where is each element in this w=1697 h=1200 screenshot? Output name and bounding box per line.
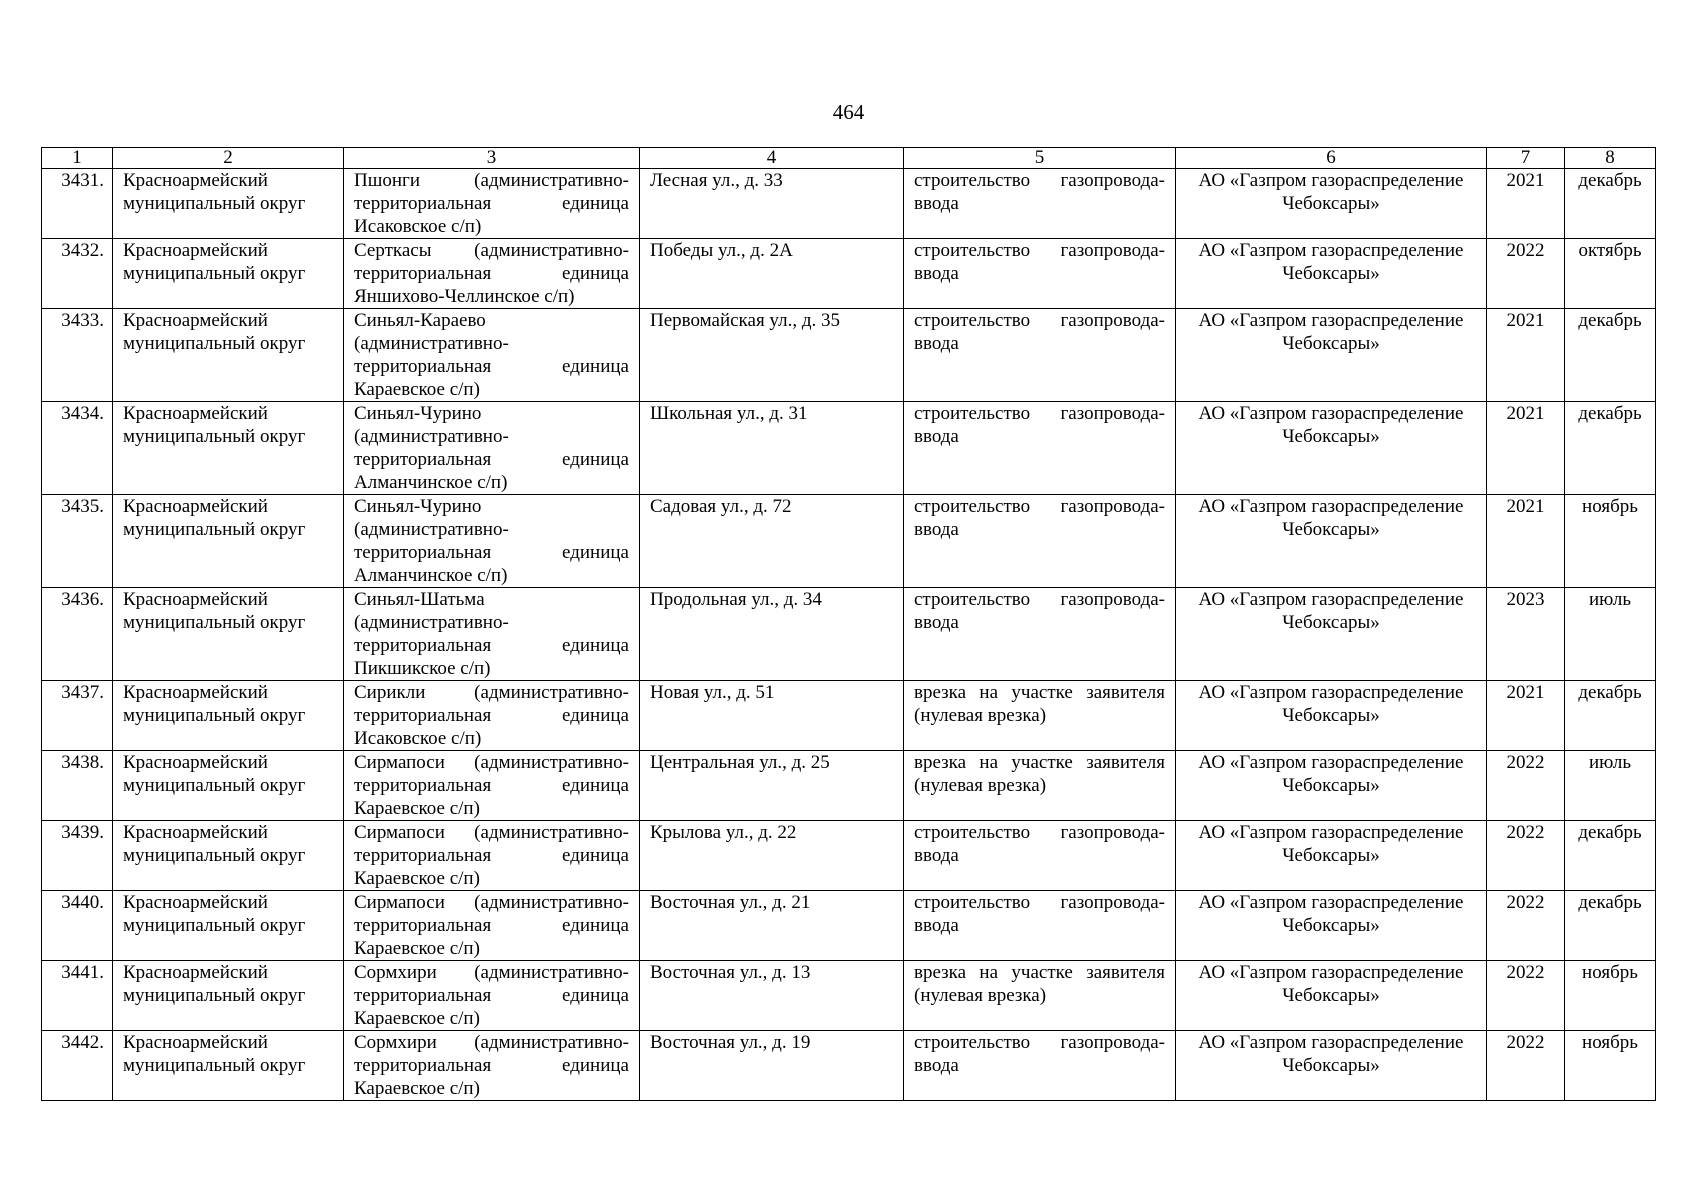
table-row bbox=[42, 891, 1656, 961]
address-cell: Первомайская ул., д. 35 bbox=[640, 309, 904, 402]
column-header: 7 bbox=[1487, 148, 1565, 169]
row-number-cell: 3434. bbox=[42, 402, 113, 495]
column-header: 1 bbox=[42, 148, 113, 169]
work-type-cell: строительство газопровода-ввода bbox=[904, 169, 1176, 239]
row-number-cell: 3435. bbox=[42, 495, 113, 588]
work-type-cell: строительство газопровода-ввода bbox=[904, 402, 1176, 495]
table-header-row bbox=[42, 148, 1656, 169]
column-header: 4 bbox=[640, 148, 904, 169]
row-number-cell: 3431. bbox=[42, 169, 113, 239]
work-type-cell: строительство газопровода-ввода bbox=[904, 495, 1176, 588]
year-cell: 2021 bbox=[1487, 495, 1565, 588]
settlement-cell: Сирикли (административно-территориальная единица Исаковское с/п) bbox=[344, 681, 640, 751]
month-cell: декабрь bbox=[1565, 169, 1656, 239]
year-cell: 2021 bbox=[1487, 309, 1565, 402]
organization-cell: АО «Газпром газораспределение Чебоксары» bbox=[1176, 961, 1487, 1031]
table-row bbox=[42, 1031, 1656, 1101]
month-cell: октябрь bbox=[1565, 239, 1656, 309]
organization-cell: АО «Газпром газораспределение Чебоксары» bbox=[1176, 169, 1487, 239]
month-cell: декабрь bbox=[1565, 309, 1656, 402]
address-cell: Продольная ул., д. 34 bbox=[640, 588, 904, 681]
address-cell: Школьная ул., д. 31 bbox=[640, 402, 904, 495]
table-row bbox=[42, 821, 1656, 891]
month-cell: декабрь bbox=[1565, 681, 1656, 751]
settlement-cell: Сирмапоси (административно-территориальная единица Караевское с/п) bbox=[344, 821, 640, 891]
district-cell: Красноармейский муниципальный округ bbox=[113, 588, 344, 681]
district-cell: Красноармейский муниципальный округ bbox=[113, 751, 344, 821]
work-type-cell: строительство газопровода-ввода bbox=[904, 588, 1176, 681]
month-cell: ноябрь bbox=[1565, 495, 1656, 588]
table-row bbox=[42, 751, 1656, 821]
organization-cell: АО «Газпром газораспределение Чебоксары» bbox=[1176, 588, 1487, 681]
month-cell: декабрь bbox=[1565, 821, 1656, 891]
work-type-cell: строительство газопровода-ввода bbox=[904, 239, 1176, 309]
row-number-cell: 3433. bbox=[42, 309, 113, 402]
settlement-cell: Синьял-Караево (административно-территориальная единица Караевское с/п) bbox=[344, 309, 640, 402]
page-number: 464 bbox=[832, 100, 865, 124]
month-cell: июль bbox=[1565, 751, 1656, 821]
work-type-cell: строительство газопровода-ввода bbox=[904, 891, 1176, 961]
year-cell: 2022 bbox=[1487, 821, 1565, 891]
settlement-cell: Сормхири (административно-территориальная единица Караевское с/п) bbox=[344, 1031, 640, 1101]
year-cell: 2022 bbox=[1487, 891, 1565, 961]
column-header: 5 bbox=[904, 148, 1176, 169]
organization-cell: АО «Газпром газораспределение Чебоксары» bbox=[1176, 1031, 1487, 1101]
work-type-cell: врезка на участке заявителя (нулевая врезка) bbox=[904, 961, 1176, 1031]
year-cell: 2022 bbox=[1487, 239, 1565, 309]
settlement-cell: Синьял-Шатьма (административно-территориальная единица Пикшикское с/п) bbox=[344, 588, 640, 681]
organization-cell: АО «Газпром газораспределение Чебоксары» bbox=[1176, 402, 1487, 495]
district-cell: Красноармейский муниципальный округ bbox=[113, 495, 344, 588]
month-cell: ноябрь bbox=[1565, 961, 1656, 1031]
gasification-schedule-table bbox=[41, 147, 1656, 1101]
district-cell: Красноармейский муниципальный округ bbox=[113, 169, 344, 239]
row-number-cell: 3440. bbox=[42, 891, 113, 961]
column-header: 3 bbox=[344, 148, 640, 169]
table-row bbox=[42, 402, 1656, 495]
organization-cell: АО «Газпром газораспределение Чебоксары» bbox=[1176, 495, 1487, 588]
work-type-cell: строительство газопровода-ввода bbox=[904, 309, 1176, 402]
district-cell: Красноармейский муниципальный округ bbox=[113, 681, 344, 751]
row-number-cell: 3437. bbox=[42, 681, 113, 751]
table-row bbox=[42, 309, 1656, 402]
row-number-cell: 3439. bbox=[42, 821, 113, 891]
address-cell: Восточная ул., д. 19 bbox=[640, 1031, 904, 1101]
district-cell: Красноармейский муниципальный округ bbox=[113, 961, 344, 1031]
month-cell: июль bbox=[1565, 588, 1656, 681]
work-type-cell: строительство газопровода-ввода bbox=[904, 821, 1176, 891]
year-cell: 2021 bbox=[1487, 681, 1565, 751]
row-number-cell: 3442. bbox=[42, 1031, 113, 1101]
settlement-cell: Сирмапоси (административно-территориальная единица Караевское с/п) bbox=[344, 891, 640, 961]
district-cell: Красноармейский муниципальный округ bbox=[113, 402, 344, 495]
address-cell: Новая ул., д. 51 bbox=[640, 681, 904, 751]
month-cell: декабрь bbox=[1565, 891, 1656, 961]
settlement-cell: Серткасы (административно-территориальная единица Яншихово-Челлинское с/п) bbox=[344, 239, 640, 309]
settlement-cell: Пшонги (административно-территориальная единица Исаковское с/п) bbox=[344, 169, 640, 239]
district-cell: Красноармейский муниципальный округ bbox=[113, 239, 344, 309]
district-cell: Красноармейский муниципальный округ bbox=[113, 821, 344, 891]
district-cell: Красноармейский муниципальный округ bbox=[113, 309, 344, 402]
month-cell: ноябрь bbox=[1565, 1031, 1656, 1101]
organization-cell: АО «Газпром газораспределение Чебоксары» bbox=[1176, 891, 1487, 961]
work-type-cell: врезка на участке заявителя (нулевая врезка) bbox=[904, 751, 1176, 821]
year-cell: 2022 bbox=[1487, 1031, 1565, 1101]
table-row bbox=[42, 681, 1656, 751]
column-header: 6 bbox=[1176, 148, 1487, 169]
organization-cell: АО «Газпром газораспределение Чебоксары» bbox=[1176, 751, 1487, 821]
row-number-cell: 3438. bbox=[42, 751, 113, 821]
district-cell: Красноармейский муниципальный округ bbox=[113, 891, 344, 961]
row-number-cell: 3436. bbox=[42, 588, 113, 681]
year-cell: 2023 bbox=[1487, 588, 1565, 681]
work-type-cell: строительство газопровода-ввода bbox=[904, 1031, 1176, 1101]
settlement-cell: Сормхири (административно-территориальная единица Караевское с/п) bbox=[344, 961, 640, 1031]
organization-cell: АО «Газпром газораспределение Чебоксары» bbox=[1176, 681, 1487, 751]
settlement-cell: Синьял-Чурино (административно-территориальная единица Алманчинское с/п) bbox=[344, 495, 640, 588]
column-header: 8 bbox=[1565, 148, 1656, 169]
table-row bbox=[42, 961, 1656, 1031]
table-row bbox=[42, 588, 1656, 681]
year-cell: 2021 bbox=[1487, 402, 1565, 495]
organization-cell: АО «Газпром газораспределение Чебоксары» bbox=[1176, 239, 1487, 309]
address-cell: Победы ул., д. 2А bbox=[640, 239, 904, 309]
settlement-cell: Сирмапоси (административно-территориальная единица Караевское с/п) bbox=[344, 751, 640, 821]
year-cell: 2022 bbox=[1487, 751, 1565, 821]
settlement-cell: Синьял-Чурино (административно-территориальная единица Алманчинское с/п) bbox=[344, 402, 640, 495]
address-cell: Восточная ул., д. 21 bbox=[640, 891, 904, 961]
organization-cell: АО «Газпром газораспределение Чебоксары» bbox=[1176, 309, 1487, 402]
table-body bbox=[42, 169, 1656, 1101]
year-cell: 2021 bbox=[1487, 169, 1565, 239]
table-row bbox=[42, 169, 1656, 239]
row-number-cell: 3441. bbox=[42, 961, 113, 1031]
table-row bbox=[42, 239, 1656, 309]
organization-cell: АО «Газпром газораспределение Чебоксары» bbox=[1176, 821, 1487, 891]
address-cell: Крылова ул., д. 22 bbox=[640, 821, 904, 891]
address-cell: Лесная ул., д. 33 bbox=[640, 169, 904, 239]
column-header: 2 bbox=[113, 148, 344, 169]
address-cell: Садовая ул., д. 72 bbox=[640, 495, 904, 588]
table-row bbox=[42, 495, 1656, 588]
address-cell: Центральная ул., д. 25 bbox=[640, 751, 904, 821]
year-cell: 2022 bbox=[1487, 961, 1565, 1031]
district-cell: Красноармейский муниципальный округ bbox=[113, 1031, 344, 1101]
work-type-cell: врезка на участке заявителя (нулевая врезка) bbox=[904, 681, 1176, 751]
address-cell: Восточная ул., д. 13 bbox=[640, 961, 904, 1031]
month-cell: декабрь bbox=[1565, 402, 1656, 495]
row-number-cell: 3432. bbox=[42, 239, 113, 309]
